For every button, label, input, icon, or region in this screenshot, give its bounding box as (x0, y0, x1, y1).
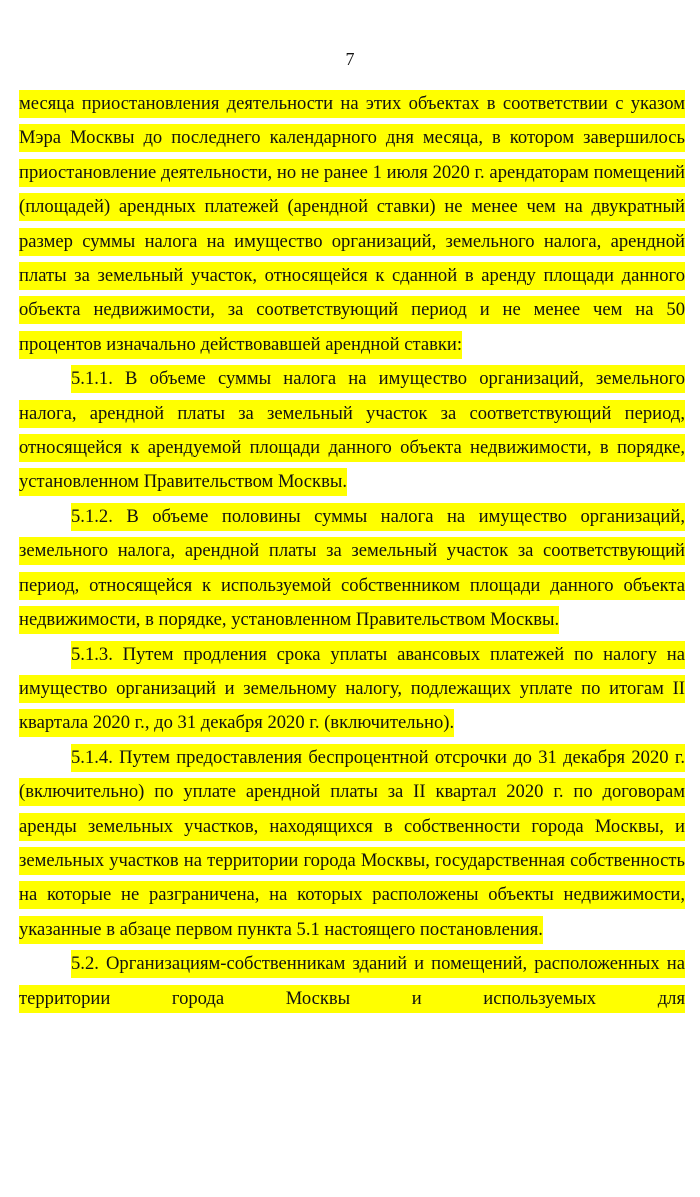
highlighted-text: 5.2. Организациям-собственникам зданий и помещений, расположенных на территории города Москвы и используемых для (19, 950, 685, 1012)
highlighted-text: 5.1.3. Путем продления срока уплаты авансовых платежей по налогу на имущество организаций и земельному налогу, подлежащих уплате по итогам II квартала 2020 г., до 31 декабря 2020 г. (включительно). (19, 641, 685, 738)
paragraph-5-1-1 (19, 362, 685, 500)
highlighted-text: 5.1.4. Путем предоставления беспроцентной отсрочки до 31 декабря 2020 г. (включительно) по уплате арендной платы за II квартал 2020 г. по договорам аренды земельных участков, находящихся в собственности города Москвы, и земельных участков на территории города Москвы, государственная собственность на которые не разграничена, на которых расположены объекты недвижимости, указанные в абзаце первом пункта 5.1 настоящего постановления. (19, 744, 685, 944)
paragraph-5-1-2 (19, 500, 685, 638)
document-body (19, 87, 685, 1016)
highlighted-text: месяца приостановления деятельности на этих объектах в соответствии с указом Мэра Москвы до последнего календарного дня месяца, в котором завершилось приостановление деятельности, но не ранее 1 июля 2020 г. арендаторам помещений (площадей) арендных платежей (арендной ставки) не менее чем на двукратный размер суммы налога на имущество организаций, земельного налога, арендной платы за земельный участок, относящейся к сданной в аренду площади данного объекта недвижимости, за соответствующий период и не менее чем на 50 процентов изначально действовавшей арендной ставки: (19, 90, 685, 359)
paragraph-5-1-4 (19, 741, 685, 947)
highlighted-text: 5.1.1. В объеме суммы налога на имущество организаций, земельного налога, арендной платы за земельный участок за соответствующий период, относящейся к арендуемой площади данного объекта недвижимости, в порядке, установленном Правительством Москвы. (19, 365, 685, 496)
paragraph-5-2 (19, 947, 685, 1016)
page-number: 7 (345, 49, 355, 69)
paragraph-5-1-3 (19, 638, 685, 741)
paragraph-continuation (19, 87, 685, 362)
highlighted-text: 5.1.2. В объеме половины суммы налога на имущество организаций, земельного налога, арендной платы за земельный участок за соответствующий период, относящейся к используемой собственником площади данного объекта недвижимости, в порядке, установленном Правительством Москвы. (19, 503, 685, 634)
